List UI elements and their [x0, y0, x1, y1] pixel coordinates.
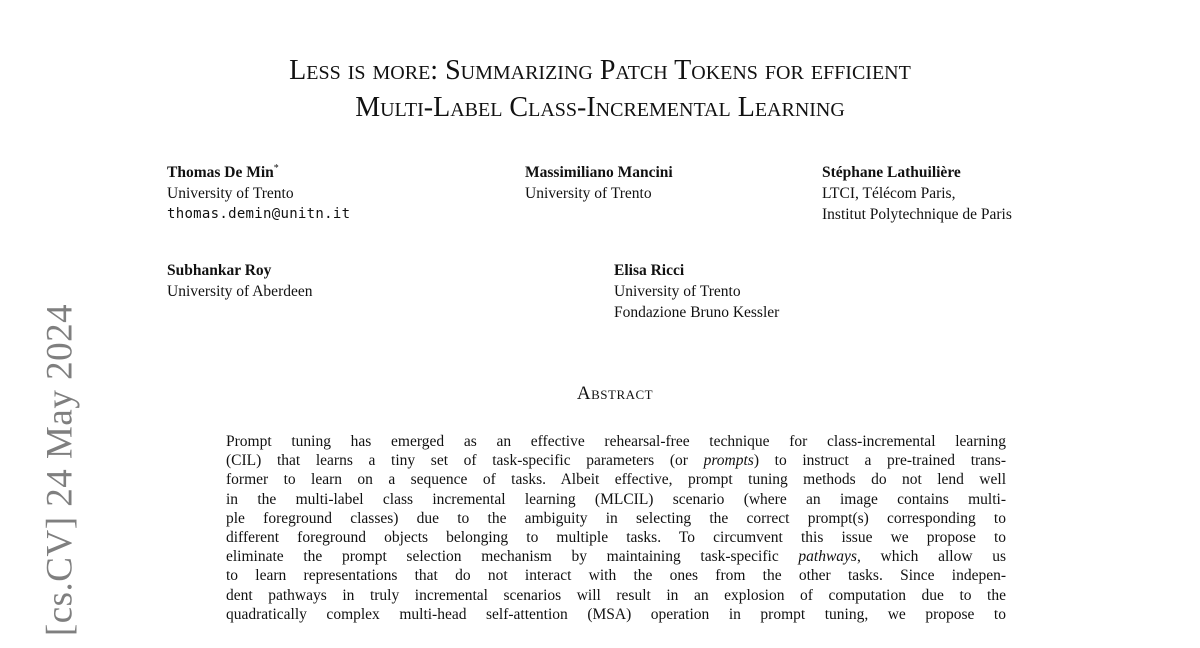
author-affiliation: Fondazione Bruno Kessler	[614, 304, 780, 321]
author-name: Thomas De Min*	[167, 162, 279, 181]
abstract-line	[226, 432, 1006, 451]
abstract-text: different foreground objects belonging to multiple tasks. To circumvent this issue we propose to	[226, 528, 1006, 546]
abstract-line	[226, 451, 1006, 470]
author-name: Massimiliano Mancini	[525, 164, 673, 181]
abstract-heading: Abstract	[576, 383, 654, 404]
author-footnote-mark: *	[273, 162, 279, 174]
abstract-line	[226, 509, 1006, 528]
abstract-text: to learn representations that do not interact with the ones from the other tasks. Since indepen-	[226, 567, 1006, 585]
abstract-text: former to learn on a sequence of tasks. Albeit effective, prompt tuning methods do not lend well	[226, 471, 1006, 489]
abstract-text: (CIL) that learns a tiny set of task-specific parameters (or	[226, 452, 704, 470]
abstract-body	[226, 432, 1006, 624]
abstract-text: ) to instruct a pre-trained trans-	[753, 452, 1006, 470]
author-block	[167, 162, 350, 225]
author-block	[525, 162, 673, 204]
author-block	[614, 260, 779, 323]
abstract-text: eliminate the prompt selection mechanism by maintaining task-specific	[226, 548, 799, 566]
abstract-line	[226, 605, 1006, 624]
title-line-1: Less is more: Summarizing Patch Tokens for efficient	[289, 55, 911, 86]
author-affiliation: Institut Polytechnique de Paris	[822, 206, 1012, 223]
author-affiliation: University of Aberdeen	[167, 283, 313, 300]
author-affiliation: University of Trento	[525, 185, 652, 202]
author-affiliation: University of Trento	[167, 185, 294, 202]
abstract-line	[226, 586, 1006, 605]
arxiv-stamp: [cs.CV] 24 May 2024	[39, 303, 81, 637]
author-name: Elisa Ricci	[614, 262, 685, 279]
author-affiliation: LTCI, Télécom Paris,	[822, 185, 956, 202]
abstract-line	[226, 470, 1006, 489]
author-block	[167, 260, 313, 302]
abstract-line	[226, 547, 1006, 566]
author-block	[822, 162, 1012, 225]
author-affiliation: University of Trento	[614, 283, 741, 300]
author-name: Subhankar Roy	[167, 262, 272, 279]
abstract-line	[226, 566, 1006, 585]
abstract-text: Prompt tuning has emerged as an effective rehearsal-free technique for class-incremental learning	[226, 433, 1006, 450]
abstract-text: quadratically complex multi-head self-attention (MSA) operation in prompt tuning, we propose to	[226, 605, 1006, 623]
emphasis-text: prompts	[703, 452, 754, 470]
author-email[interactable]: thomas.demin@unitn.it	[167, 206, 351, 222]
abstract-text: in the multi-label class incremental learning (MLCIL) scenario (where an image contains multi-	[226, 490, 1006, 508]
abstract-text: dent pathways in truly incremental scenarios will result in an explosion of computation due to the	[226, 586, 1006, 604]
abstract-line	[226, 528, 1006, 547]
author-name: Stéphane Lathuilière	[822, 164, 961, 181]
abstract-line	[226, 490, 1006, 509]
title-line-2: Multi-Label Class-Incremental Learning	[355, 92, 845, 123]
paper-title	[100, 52, 1100, 126]
abstract-text: , which allow us	[856, 548, 1006, 566]
emphasis-text: pathways	[798, 548, 857, 566]
abstract-text: ple foreground classes) due to the ambiguity in selecting the correct prompt(s) corresponding to	[226, 509, 1006, 527]
